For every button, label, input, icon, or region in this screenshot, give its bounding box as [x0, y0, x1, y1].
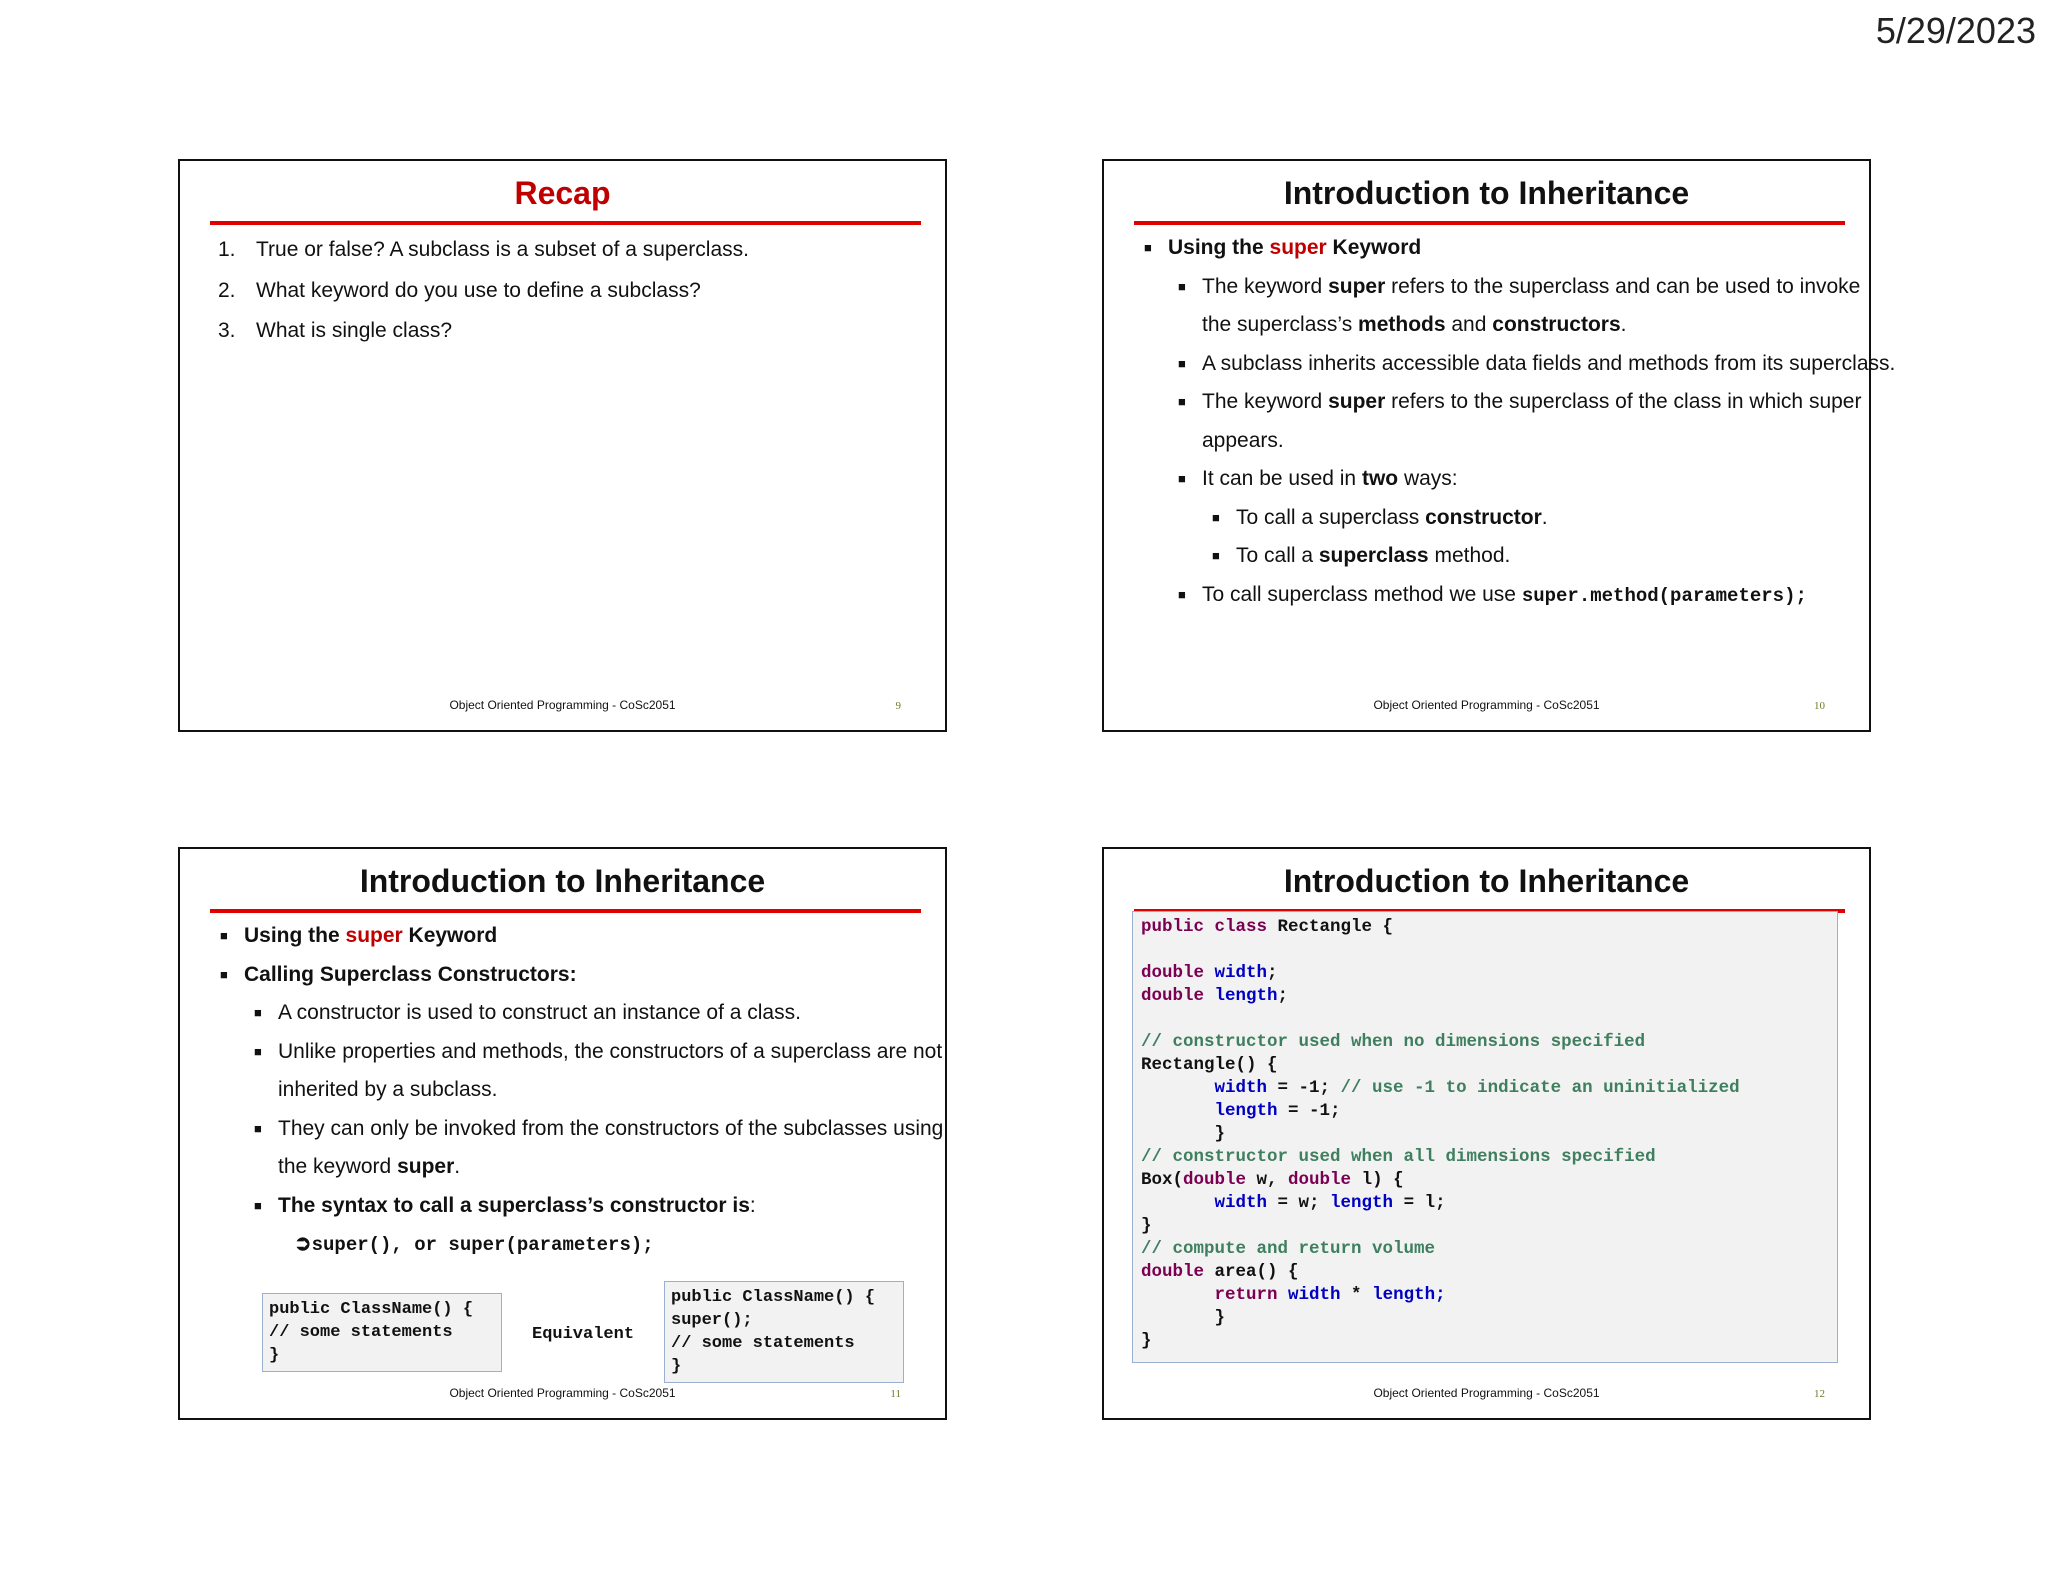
code-token: return	[1214, 1285, 1289, 1305]
code-token: l) {	[1361, 1170, 1404, 1190]
code-token: = -1;	[1277, 1101, 1341, 1121]
code-token: Box(	[1141, 1170, 1184, 1190]
slide-9	[178, 159, 947, 732]
bullet-icon: ■	[1178, 355, 1186, 371]
code-token: double	[1183, 1170, 1257, 1190]
bullet-item: ■ The keyword super refers to the superclass of the class in which super	[1140, 383, 1845, 422]
list-item	[218, 272, 921, 311]
bullet-item: ■ To call superclass method we use super.method(parameters);	[1140, 576, 1845, 616]
bullet-icon: ■	[254, 1043, 262, 1059]
code-token: public class	[1141, 917, 1278, 937]
code-token: }	[1141, 1331, 1152, 1351]
slide-11	[178, 847, 947, 1420]
title-underline	[210, 221, 921, 225]
code-token	[1141, 1078, 1215, 1098]
arrow-icon: ➲	[294, 1232, 312, 1255]
bullet-item: ■ The syntax to call a superclass’s constructor is:	[216, 1187, 921, 1226]
bullet-icon: ■	[254, 1197, 262, 1213]
bullet-icon: ■	[1178, 471, 1186, 486]
code-token: }	[1141, 1124, 1226, 1144]
code-token: // use -1 to indicate an uninitialized	[1340, 1078, 1740, 1098]
code-token: double	[1141, 986, 1215, 1006]
title-underline	[210, 909, 921, 913]
code-box-explicit: public ClassName() { // some statements }	[262, 1293, 502, 1372]
code-line	[1141, 939, 1829, 962]
code-token: // constructor used when all dimensions specified	[1141, 1147, 1656, 1167]
bullet-icon: ■	[254, 1005, 262, 1020]
code-line	[1141, 1008, 1829, 1031]
equivalent-label: Equivalent	[532, 1325, 635, 1344]
bullet-icon: ■	[1178, 278, 1186, 294]
bullet-item: ■ Unlike properties and methods, the constructors of a superclass are not	[216, 1033, 921, 1072]
slide-footer: Object Oriented Programming - CoSc2051	[449, 1386, 676, 1400]
slide-content	[216, 917, 944, 1265]
slide-footer: Object Oriented Programming - CoSc2051	[449, 698, 676, 712]
bullet-continuation: the superclass’s methods and constructors.	[1202, 313, 1627, 336]
slide-title: Recap	[514, 175, 611, 211]
bullet-icon: ■	[1144, 240, 1152, 255]
code-token: length;	[1372, 1285, 1446, 1305]
bullet-continuation: the keyword super.	[278, 1155, 461, 1178]
code-token: = l;	[1393, 1193, 1446, 1213]
list-item	[218, 312, 921, 351]
page-number: 11	[890, 1388, 901, 1400]
slide-title: Introduction to Inheritance	[359, 863, 766, 899]
code-token: double	[1288, 1170, 1362, 1190]
sub-bullet-item: ■ To call a superclass method.	[1140, 537, 1845, 576]
code-token: length	[1330, 1193, 1394, 1213]
bullet-icon: ■	[1212, 509, 1220, 525]
item-text: What keyword do you use to define a subclass?	[256, 278, 701, 302]
bullet-item: ■ A subclass inherits accessible data fields and methods from its superclass.	[1140, 345, 1845, 384]
code-token: // constructor used when no dimensions specified	[1141, 1032, 1646, 1052]
code-token: double	[1141, 963, 1215, 983]
item-number: 1.	[218, 238, 236, 261]
code-token: width	[1288, 1285, 1341, 1305]
title-underline	[1134, 221, 1845, 225]
slide-footer: Object Oriented Programming - CoSc2051	[1373, 1386, 1600, 1400]
code-line	[1141, 1146, 1829, 1169]
page-number: 12	[1814, 1388, 1825, 1400]
code-line	[1141, 1284, 1829, 1307]
code-token: width	[1214, 1193, 1268, 1213]
bullet-continuation: appears.	[1202, 428, 1284, 452]
bullet-icon: ■	[254, 1120, 262, 1136]
bullet-item: ■ The keyword super refers to the superclass and can be used to invoke	[1140, 268, 1845, 307]
bullet-heading: ■ Using the super Keyword	[1140, 229, 1845, 268]
code-token	[1141, 1285, 1215, 1305]
code-line	[1141, 985, 1829, 1008]
slide-12	[1102, 847, 1871, 1420]
code-token: // compute and return volume	[1141, 1239, 1436, 1259]
syntax-code: super(), or super(parameters);	[311, 1234, 654, 1256]
code-line	[1141, 1330, 1829, 1353]
bullet-item: ■ A constructor is used to construct an instance of a class.	[216, 994, 921, 1033]
code-token: }	[1141, 1308, 1226, 1328]
code-line	[1141, 1054, 1829, 1077]
code-block	[1132, 911, 1838, 1363]
bullet-continuation: inherited by a subclass.	[278, 1078, 498, 1101]
code-token: w,	[1256, 1170, 1289, 1190]
page-number: 9	[895, 700, 901, 712]
code-line	[1141, 1238, 1829, 1261]
code-line	[1141, 1100, 1829, 1123]
bullet-heading: ■ Calling Superclass Constructors:	[216, 956, 921, 995]
code-line	[1141, 1307, 1829, 1330]
code-token: length	[1214, 986, 1278, 1006]
syntax-line	[216, 1225, 921, 1265]
item-number: 2.	[218, 278, 236, 302]
slide-title: Introduction to Inheritance	[1283, 863, 1690, 899]
slide-10	[1102, 159, 1896, 732]
bullet-icon: ■	[1178, 394, 1186, 409]
code-line	[1141, 1123, 1829, 1146]
code-line	[1141, 1215, 1829, 1238]
bullet-icon: ■	[1212, 548, 1220, 563]
code-line	[1141, 1077, 1829, 1100]
code-line	[1141, 962, 1829, 985]
code-token: Rectangle {	[1277, 917, 1394, 937]
item-number: 3.	[218, 319, 236, 342]
code-line	[1141, 1261, 1829, 1284]
code-token: = -1;	[1267, 1078, 1341, 1098]
code-token: area() {	[1214, 1262, 1299, 1282]
bullet-icon: ■	[1178, 586, 1186, 602]
bullet-heading: ■ Using the super Keyword	[216, 917, 921, 956]
sub-bullet-item: ■ To call a superclass constructor.	[1140, 499, 1845, 538]
code-token: double	[1141, 1262, 1215, 1282]
bullet-icon: ■	[220, 928, 228, 943]
header-date: 5/29/2023	[1875, 10, 2036, 51]
item-text: True or false? A subclass is a subset of a superclass.	[256, 238, 749, 261]
list-item	[218, 231, 921, 270]
item-text: What is single class?	[256, 319, 453, 342]
code-line	[1141, 1192, 1829, 1215]
page-number: 10	[1814, 700, 1825, 712]
code-token: = w;	[1267, 1193, 1331, 1213]
code-token	[1141, 1101, 1215, 1121]
code-token: ;	[1267, 963, 1278, 983]
slide-content	[218, 231, 921, 351]
slide-footer: Object Oriented Programming - CoSc2051	[1373, 698, 1600, 712]
code-token: length	[1214, 1101, 1278, 1121]
bullet-item: ■ They can only be invoked from the constructors of the subclasses using	[216, 1110, 921, 1149]
code-token: ;	[1277, 986, 1289, 1006]
code-line	[1141, 1169, 1829, 1192]
bullet-icon: ■	[220, 966, 228, 982]
code-line	[1141, 1031, 1829, 1054]
code-token: width	[1214, 1078, 1268, 1098]
slide-title: Introduction to Inheritance	[1283, 175, 1690, 211]
code-token: Rectangle() {	[1141, 1055, 1278, 1075]
bullet-item: ■ It can be used in two ways:	[1140, 460, 1845, 499]
code-token	[1141, 1193, 1215, 1213]
code-line	[1141, 916, 1829, 939]
slide-content	[1140, 229, 1896, 615]
code-token: *	[1340, 1285, 1373, 1305]
code-box-implicit: public ClassName() { super(); // some statements }	[664, 1281, 904, 1383]
code-token: width	[1214, 963, 1268, 983]
code-token: }	[1141, 1216, 1152, 1236]
